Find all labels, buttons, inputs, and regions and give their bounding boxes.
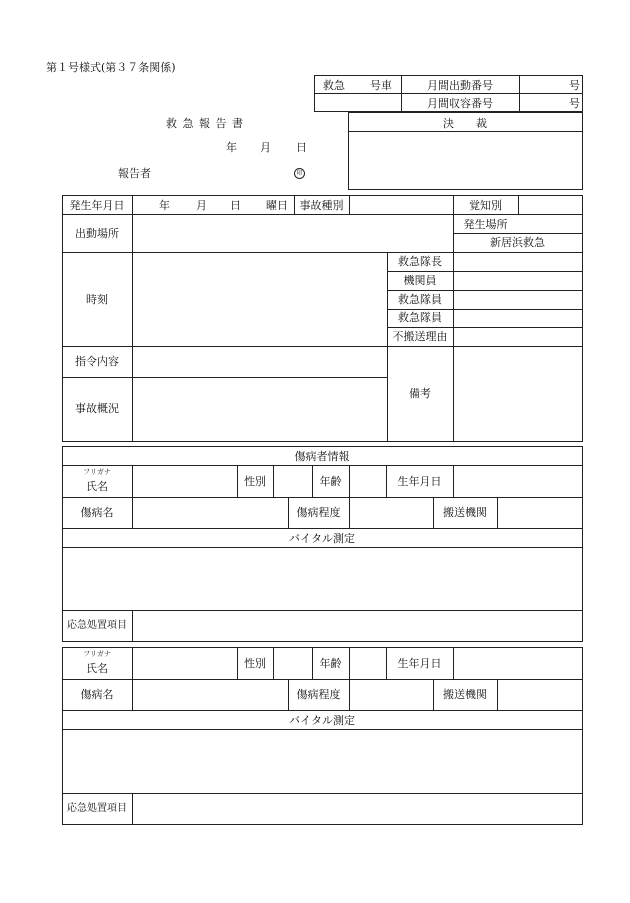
form-number: 第１号様式(第３７条関係) bbox=[46, 61, 176, 74]
year-label: 年 bbox=[159, 199, 170, 212]
date-month: 月 bbox=[260, 141, 271, 154]
gosha-label: 号車 bbox=[370, 79, 392, 92]
role-member-1: 救急隊員 bbox=[398, 293, 442, 306]
name-label: 氏名 bbox=[86, 662, 108, 675]
gender-label: 性別 bbox=[244, 657, 266, 670]
date-day: 日 bbox=[296, 141, 307, 154]
order-content-label: 指令内容 bbox=[75, 355, 119, 368]
seal-mark: 印 bbox=[294, 168, 305, 179]
age-label: 年齢 bbox=[319, 657, 342, 670]
monthly-dispatch-label: 月間出動番号 bbox=[427, 79, 493, 92]
monthly-transport-label: 月間収容番号 bbox=[427, 97, 493, 110]
gender-label: 性別 bbox=[244, 475, 266, 488]
go-label-2: 号 bbox=[569, 97, 580, 110]
day-label: 日 bbox=[230, 199, 241, 212]
role-captain: 救急隊長 bbox=[398, 255, 442, 268]
vitals-label: バイタル測定 bbox=[289, 714, 355, 727]
age-label: 年齢 bbox=[319, 475, 342, 488]
birth-date-label: 発生年月日 bbox=[69, 199, 125, 212]
transport-org-label: 搬送機関 bbox=[443, 688, 487, 701]
kyukyu-label: 救急 bbox=[323, 79, 345, 92]
non-transport-reason-label: 不搬送理由 bbox=[392, 330, 448, 343]
weekday-label: 曜日 bbox=[266, 199, 288, 212]
furigana-label: フリガナ bbox=[83, 468, 111, 476]
go-label-1: 号 bbox=[569, 79, 580, 92]
accident-overview-label: 事故概況 bbox=[75, 402, 119, 415]
vitals-label: バイタル測定 bbox=[289, 532, 355, 545]
occurrence-place-label: 発生場所 bbox=[463, 218, 508, 231]
name-label: 氏名 bbox=[86, 480, 108, 493]
severity-label: 傷病程度 bbox=[296, 688, 341, 701]
awareness-type-label: 覚知別 bbox=[469, 199, 502, 212]
birth-label: 生年月日 bbox=[397, 657, 442, 670]
furigana-label: フリガナ bbox=[83, 650, 111, 658]
first-aid-label: 応急処置項目 bbox=[67, 620, 127, 631]
first-aid-label: 応急処置項目 bbox=[67, 803, 127, 814]
role-member-2: 救急隊員 bbox=[398, 311, 442, 324]
severity-label: 傷病程度 bbox=[296, 506, 341, 519]
injury-name-label: 傷病名 bbox=[80, 506, 114, 519]
page-title: 救 急 報 告 書 bbox=[166, 117, 244, 130]
month-label: 月 bbox=[196, 199, 207, 212]
approval-header: 決 裁 bbox=[443, 117, 487, 130]
role-driver: 機関員 bbox=[403, 274, 437, 287]
injury-name-label: 傷病名 bbox=[80, 688, 114, 701]
accident-type-label: 事故種別 bbox=[299, 199, 344, 212]
time-label: 時刻 bbox=[86, 293, 108, 306]
remarks-label: 備考 bbox=[409, 387, 431, 400]
unit-name: 新居浜救急 bbox=[490, 236, 545, 249]
birth-label: 生年月日 bbox=[397, 475, 442, 488]
dispatch-place-label: 出動場所 bbox=[75, 227, 119, 240]
patient-info-title: 傷病者情報 bbox=[294, 450, 350, 463]
date-year: 年 bbox=[226, 141, 237, 154]
transport-org-label: 搬送機関 bbox=[443, 506, 487, 519]
reporter-label: 報告者 bbox=[118, 167, 151, 180]
